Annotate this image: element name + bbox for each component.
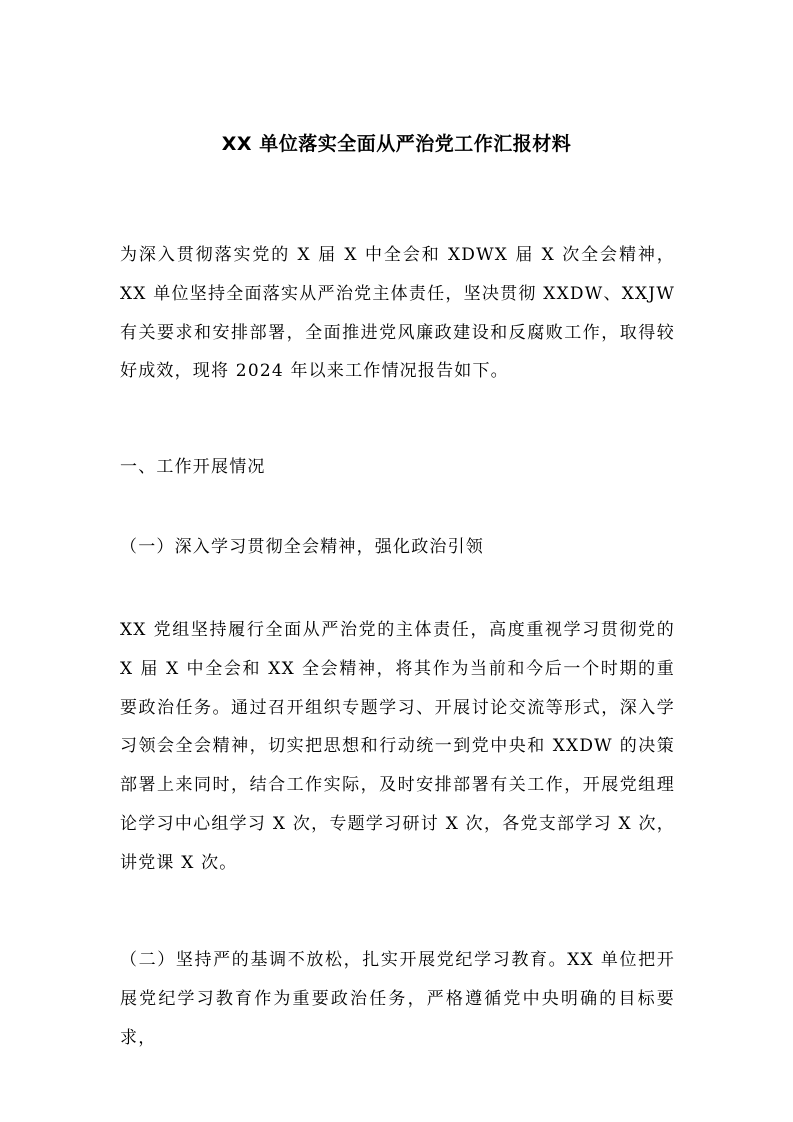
intro-paragraph: 为深入贯彻落实党的 X 届 X 中全会和 XDWX 届 X 次全会精神，XX 单位坚持全面落实从严治党主体责任，坚决贯彻 XXDW、XXJW 有关要求和安排部署，全面推进党风廉政建设和反腐败工作，取得较好成效，现将 2024 年以来工作情况报告如下。 (120, 245, 675, 382)
document-title: XX 单位落实全面从严治党工作汇报材料 (221, 133, 572, 155)
subsection-one-heading: （一）深入学习贯彻全会精神，强化政治引领 (120, 537, 484, 557)
section-one-heading: 一、工作开展情况 (120, 457, 266, 477)
subsection-two-paragraph: （二）坚持严的基调不放松，扎实开展党纪学习教育。XX 单位把开展党纪学习教育作为重要政治任务，严格遵循党中央明确的目标要求， (120, 950, 675, 1048)
subsection-one-body: XX 党组坚持履行全面从严治党的主体责任，高度重视学习贯彻党的 X 届 X 中全会和 XX 全会精神，将其作为当前和今后一个时期的重要政治任务。通过召开组织专题学习、开展讨论交流等形式，深入学习领会全会精神，切实把思想和行动统一到党中央和 XXDW 的决策部署上来同时，结合工作实际，及时安排部署有关工作，开展党组理论学习中心组学习 X 次，专题学习研讨 X 次，各党支部学习 X 次，讲党课 X 次。 (120, 620, 675, 873)
